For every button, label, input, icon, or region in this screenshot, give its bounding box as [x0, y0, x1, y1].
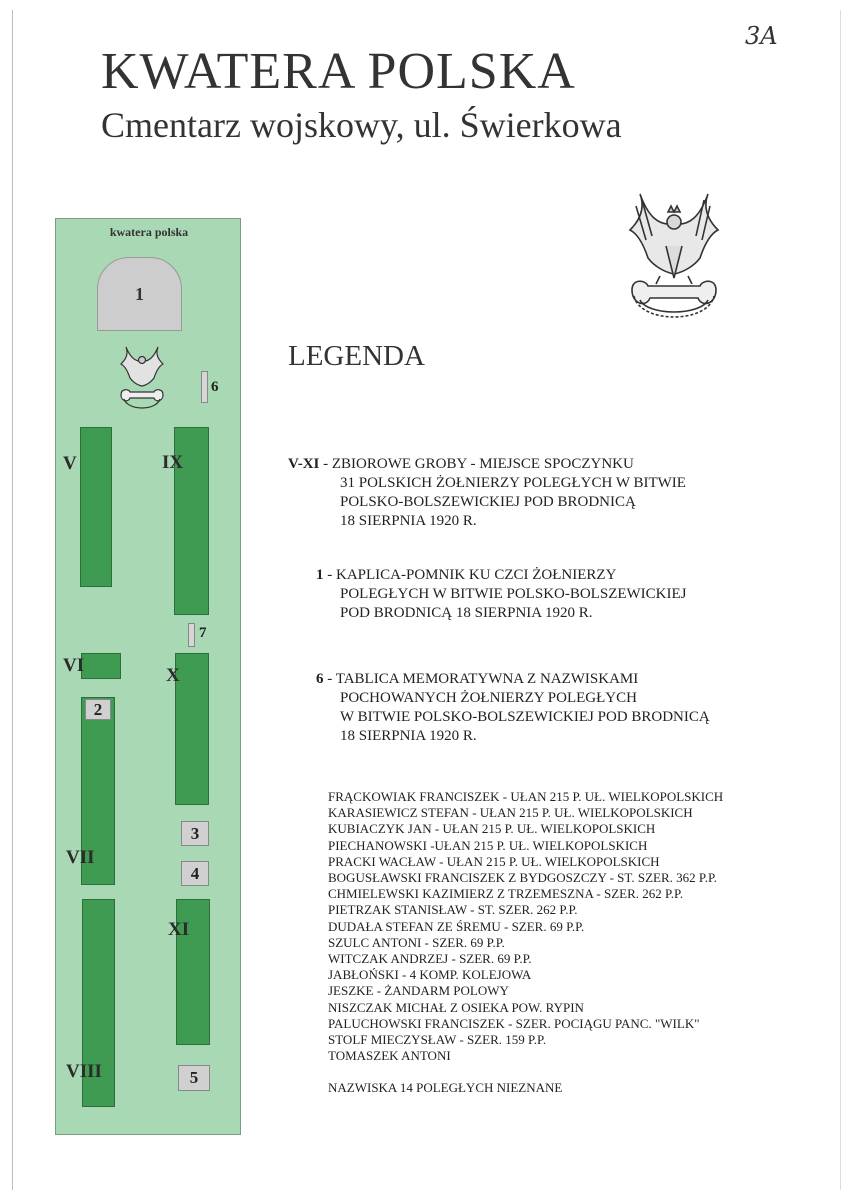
name-item: KARASIEWICZ STEFAN - UŁAN 215 P. UŁ. WIELKOPOLSKICH: [328, 805, 693, 821]
legend-line: ZBIOROWE GROBY - MIEJSCE SPOCZYNKU: [331, 456, 634, 472]
legend-key: 1: [316, 567, 324, 583]
plot-vii-label: VII: [66, 847, 95, 868]
legend-key: V-XI: [288, 456, 320, 472]
memorial-plaque-6: [201, 371, 208, 403]
legend-line: 18 SIERPNIA 1920 R.: [340, 728, 477, 744]
plot-xi-label: XI: [168, 919, 190, 940]
name-item: JABŁOŃSKI - 4 KOMP. KOLEJOWA: [328, 967, 532, 983]
name-item: FRĄCKOWIAK FRANCISZEK - UŁAN 215 P. UŁ. WIELKOPOLSKICH: [328, 789, 724, 804]
name-item: PRACKI WACŁAW - UŁAN 215 P. UŁ. WIELKOPOLSKICH: [328, 853, 660, 869]
name-item: BOGUSŁAWSKI FRANCISZEK Z BYDGOSZCZY - ST. SZER. 362 P.P.: [328, 870, 717, 886]
legend-line: W BITWIE POLSKO-BOLSZEWICKIEJ POD BRODNICĄ: [340, 709, 710, 725]
map-label: kwatera polska: [109, 225, 189, 239]
plot-ix-label: IX: [162, 452, 184, 473]
plot-vi-label: VI: [63, 655, 85, 676]
names-list: [328, 789, 723, 1064]
plot-x-label: X: [166, 665, 180, 686]
tag-3: 3: [181, 821, 209, 846]
grave-plot-x: [175, 653, 209, 805]
legend-line: POCHOWANYCH ŻOŁNIERZY POLEGŁYCH: [340, 690, 637, 706]
name-item: WITCZAK ANDRZEJ - SZER. 69 P.P.: [328, 951, 532, 967]
polish-eagle-icon: [116, 343, 168, 415]
legend-text: [332, 455, 634, 474]
name-item: STOLF MIECZYSŁAW - SZER. 159 P.P.: [328, 1032, 547, 1048]
chapel-1: 1: [97, 257, 182, 331]
legend-title: LEGENDA: [288, 340, 425, 372]
plot-viii-label: VIII: [66, 1061, 102, 1082]
legend-line: 31 POLSKICH ŻOŁNIERZY POLEGŁYCH W BITWIE: [340, 475, 686, 491]
post-7: [188, 623, 195, 647]
tag-5: 5: [178, 1065, 210, 1091]
name-item: SZULC ANTONI - SZER. 69 P.P.: [328, 934, 505, 950]
name-item: CHMIELEWSKI KAZIMIERZ Z TRZEMESZNA - SZER. 262 P.P.: [328, 886, 684, 902]
name-item: TOMASZEK ANTONI: [328, 1048, 451, 1064]
polish-eagle-emblem-icon: [618, 186, 730, 334]
tag-4: 4: [181, 861, 209, 886]
legend-entry-v-xi: V-XI - ZBIOROWE GROBY - MIEJSCE SPOCZYNKU: [288, 456, 634, 472]
name-item: PIETRZAK STANISŁAW - ST. SZER. 262 P.P.: [328, 902, 578, 918]
legend-line: POLEGŁYCH W BITWIE POLSKO-BOLSZEWICKIEJ: [340, 586, 687, 602]
tag-6-label: 6: [211, 379, 219, 395]
name-item: JESZKE - ŻANDARM POLOWY: [328, 983, 509, 999]
legend-line: POD BRODNICĄ 18 SIERPNIA 1920 R.: [340, 605, 593, 621]
grave-plot-vi: [81, 653, 121, 679]
plot-v-label: V: [63, 453, 77, 474]
name-item: DUDAŁA STEFAN ZE ŚREMU - SZER. 69 P.P.: [328, 918, 585, 934]
legend-entry-1: 1 - KAPLICA-POMNIK KU CZCI ŻOŁNIERZY: [316, 567, 617, 583]
legend-line: TABLICA MEMORATYWNA Z NAZWISKAMI: [335, 671, 639, 687]
legend-line: KAPLICA-POMNIK KU CZCI ŻOŁNIERZY: [336, 567, 617, 583]
tag-2-overlay: 2: [85, 699, 111, 720]
unknown-names-note: NAZWISKA 14 POLEGŁYCH NIEZNANE: [328, 1080, 563, 1095]
cemetery-map: [55, 218, 241, 1135]
page-title: KWATERA POLSKA: [101, 43, 576, 100]
legend-line: 18 SIERPNIA 1920 R.: [340, 513, 477, 529]
name-item: NISZCZAK MICHAŁ Z OSIEKA POW. RYPIN: [328, 999, 584, 1015]
page-subtitle: Cmentarz wojskowy, ul. Świerkowa: [101, 105, 622, 145]
legend-entry-6-cont: [340, 689, 710, 746]
legend-entry-6: 6 - TABLICA MEMORATYWNA Z NAZWISKAMI: [316, 671, 639, 687]
legend-entry-v-xi-cont: [340, 474, 686, 531]
legend-entry-1-cont: [340, 585, 687, 623]
name-item: PIECHANOWSKI -UŁAN 215 P. UŁ. WIELKOPOLSKICH: [328, 837, 648, 853]
name-item: KUBIACZYK JAN - UŁAN 215 P. UŁ. WIELKOPOLSKICH: [328, 821, 656, 837]
legend-key: 6: [316, 671, 324, 687]
page-number: 3A: [745, 22, 778, 50]
tag-7-label: 7: [199, 625, 207, 641]
name-item: PALUCHOWSKI FRANCISZEK - SZER. POCIĄGU PANC. "WILK": [328, 1015, 700, 1031]
grave-plot-v: [80, 427, 112, 587]
legend-line: POLSKO-BOLSZEWICKIEJ POD BRODNICĄ: [340, 494, 636, 510]
